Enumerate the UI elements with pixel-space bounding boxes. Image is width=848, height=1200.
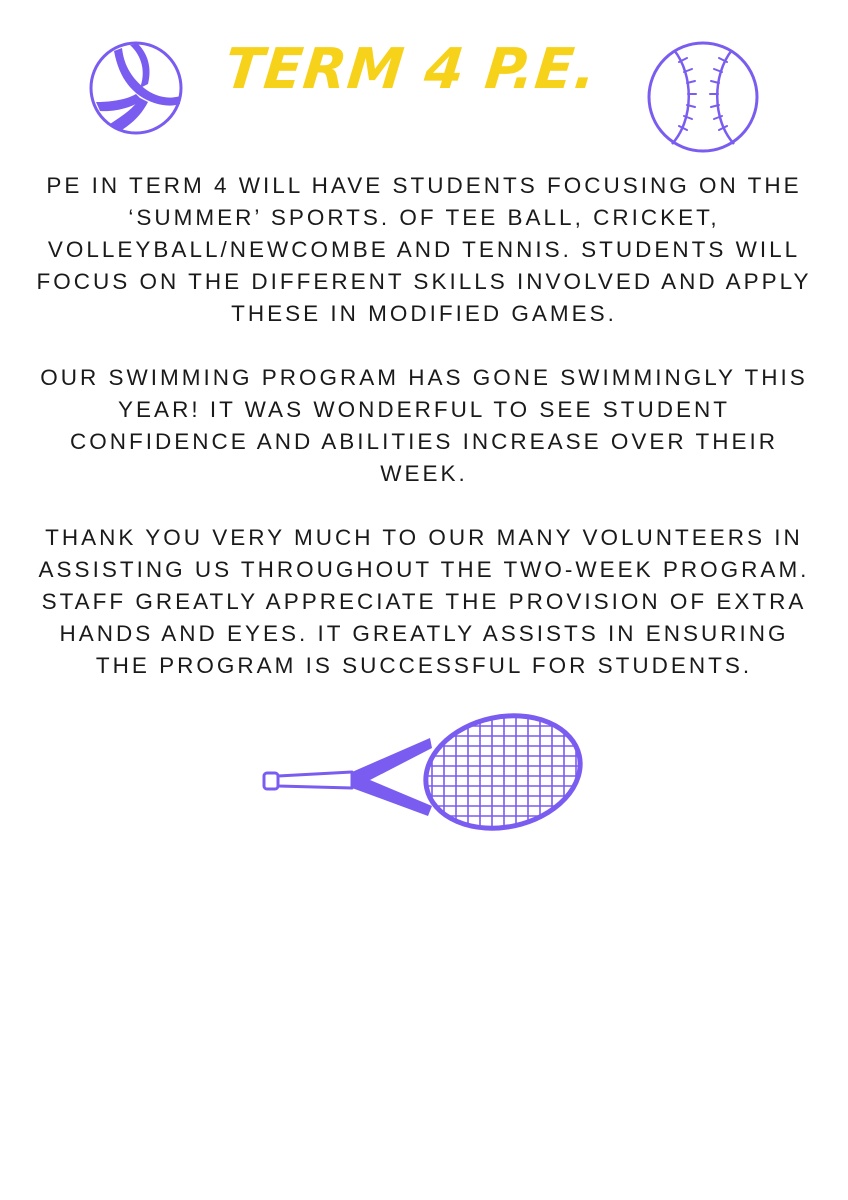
paragraph-volunteers-thanks: THANK YOU VERY MUCH TO OUR MANY VOLUNTEERS IN ASSISTING US THROUGHOUT THE TWO-WEEK PROGRAM. STAFF GREATLY APPRECIATE THE PROVISION OF EXTRA HANDS AND EYES. IT GREATLY ASSISTS IN ENSURING THE PROGRAM IS SUCCESSFUL FOR STUDENTS. bbox=[38, 525, 810, 678]
paragraph-term4-sports: PE IN TERM 4 WILL HAVE STUDENTS FOCUSING ON THE ‘SUMMER’ SPORTS. OF TEE BALL, CRICKET, VOLLEYBALL/NEWCOMBE AND TENNIS. STUDENTS WILL FOCUS ON THE DIFFERENT SKILLS INVOLVED AND APPLY THESE IN MODIFIED GAMES. bbox=[36, 173, 812, 326]
tennis-racket-icon bbox=[260, 710, 590, 835]
page-title: TERM 4 P.E. bbox=[221, 37, 601, 102]
volleyball-icon bbox=[88, 40, 184, 136]
body-text bbox=[36, 170, 812, 714]
paragraph-swimming-program: OUR SWIMMING PROGRAM HAS GONE SWIMMINGLY THIS YEAR! IT WAS WONDERFUL TO SEE STUDENT CONFIDENCE AND ABILITIES INCREASE OVER THEIR WEEK. bbox=[40, 365, 808, 486]
baseball-icon bbox=[646, 40, 760, 154]
